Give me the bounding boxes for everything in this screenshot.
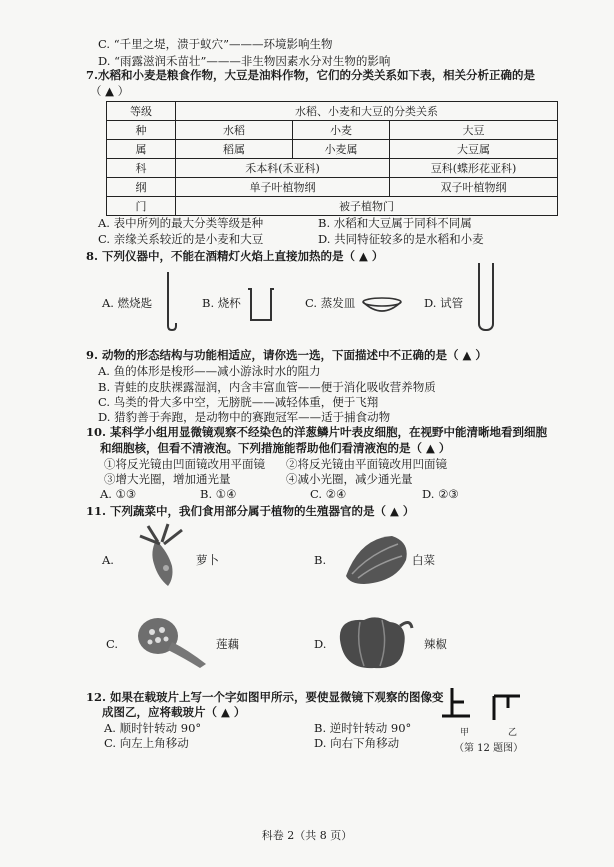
q12-stem-line1: 12. 如果在载玻片上写一个字如图甲所示，要使显微镜下观察的图像变 <box>86 690 444 704</box>
table-cell: 小麦属 <box>293 140 390 159</box>
q9-option-d: D. 猎豹善于奔跑，是动物中的赛跑冠军——适于捕食动物 <box>98 410 391 424</box>
q7-option-c: C. 亲缘关系较近的是小麦和大豆 <box>98 232 264 246</box>
table-cell: 稻属 <box>176 140 293 159</box>
combustion-spoon-icon <box>162 270 182 332</box>
q8-option-b: B. 烧杯 <box>202 296 241 310</box>
prev-option-c: C. “千里之堤，溃于蚁穴”———环境影响生物 <box>98 37 333 51</box>
q10-statement-3: ③增大光圈，增加通光量 <box>104 472 231 486</box>
q12-option-c: C. 向左上角移动 <box>104 736 189 750</box>
table-cell: 水稻 <box>176 121 293 140</box>
q12-option-a: A. 顺时针转动 90° <box>104 721 202 735</box>
table-cell: 双子叶植物纲 <box>390 178 558 197</box>
q12-figure-label-yi: 乙 <box>508 728 518 738</box>
q8-stem: 8. 下列仪器中，不能在酒精灯火焰上直接加热的是（ ▲ ） <box>86 249 384 263</box>
q10-statement-4: ④减小光圈，减少通光量 <box>286 472 413 486</box>
q7-answer-mark: （ ▲ ） <box>90 84 130 98</box>
q9-option-a: A. 鱼的体形是梭形——减小游泳时水的阻力 <box>98 364 321 378</box>
radish-image <box>128 522 200 592</box>
lotus-root-image <box>122 606 212 672</box>
q11-option-a-letter: A. <box>102 553 114 567</box>
q12-option-d: D. 向右下角移动 <box>314 736 400 750</box>
q7-stem: 7.水稻和小麦是粮食作物，大豆是油料作物，它们的分类关系如下表，相关分析正确的是 <box>86 68 536 82</box>
q12-figure-caption: （第 12 题图） <box>454 743 524 754</box>
beaker-icon <box>246 286 276 324</box>
q10-stem-line2: 和细胞核，但看不清液泡。下列措施能帮助他们看清液泡的是（ ▲ ） <box>100 441 451 455</box>
prev-option-d: D. “雨露滋润禾苗壮”———非生物因素水分对生物的影响 <box>98 54 391 68</box>
q9-option-c: C. 鸟类的骨大多中空，无膀胱——减轻体重，便于飞翔 <box>98 395 379 409</box>
evaporating-dish-icon <box>360 296 404 316</box>
table-cell: 禾本科(禾亚科) <box>176 159 390 178</box>
q11-option-d-letter: D. <box>314 637 327 651</box>
table-row <box>107 121 558 140</box>
table-cell: 小麦 <box>293 121 390 140</box>
q10-statement-1: ①将反光镜由凹面镜改用平面镜 <box>104 457 265 471</box>
q10-option-d: D. ②③ <box>422 487 459 501</box>
q9-option-b: B. 青蛙的皮肤裸露湿润，内含丰富血管——便于消化吸收营养物质 <box>98 380 436 394</box>
test-tube-icon <box>478 263 494 331</box>
table-cell: 被子植物门 <box>176 197 558 216</box>
page-footer: 科卷 2（共 8 页） <box>261 829 353 842</box>
table-cell: 科 <box>107 159 176 178</box>
classification-table <box>106 101 558 216</box>
q10-stem-line1: 10. 某科学小组用显微镜观察不经染色的洋葱鳞片叶表皮细胞，在视野中能清晰地看到细胞 <box>86 425 548 439</box>
q11-stem: 11. 下列蔬菜中，我们食用部分属于植物的生殖器官的是（ ▲ ） <box>86 504 415 518</box>
q8-option-a: A. 燃烧匙 <box>102 296 153 310</box>
q11-option-d-name: 辣椒 <box>424 637 447 651</box>
q8-option-c: C. 蒸发皿 <box>305 296 356 310</box>
q10-option-a: A. ①③ <box>100 487 137 501</box>
q11-option-a-name: 萝卜 <box>196 553 219 567</box>
q8-option-d: D. 试管 <box>424 296 464 310</box>
q7-option-b: B. 水稻和大豆属于同科不同属 <box>318 216 472 230</box>
table-cell: 大豆 <box>390 121 558 140</box>
q11-option-c-name: 莲藕 <box>216 637 239 651</box>
q10-statement-2: ②将反光镜由平面镜改用凹面镜 <box>286 457 447 471</box>
cabbage-image <box>340 530 412 588</box>
table-row <box>107 159 558 178</box>
table-cell: 种 <box>107 121 176 140</box>
q9-stem: 9. 动物的形态结构与功能相适应，请你选一选，下面描述中不正确的是（ ▲ ） <box>86 348 487 362</box>
table-cell: 大豆属 <box>390 140 558 159</box>
q11-option-c-letter: C. <box>106 637 119 651</box>
table-cell: 单子叶植物纲 <box>176 178 390 197</box>
table-cell: 门 <box>107 197 176 216</box>
q12-figure-characters <box>440 684 524 726</box>
table-row <box>107 140 558 159</box>
q12-stem-line2: 成图乙，应将载玻片（ ▲ ） <box>102 705 246 719</box>
table-cell: 属 <box>107 140 176 159</box>
q12-option-b: B. 逆时针转动 90° <box>314 721 412 735</box>
q10-option-b: B. ①④ <box>200 487 237 501</box>
q12-figure-label-jia: 甲 <box>460 728 470 738</box>
q7-option-d: D. 共同特征较多的是水稻和小麦 <box>318 232 484 246</box>
table-cell: 纲 <box>107 178 176 197</box>
table-row <box>107 197 558 216</box>
q11-option-b-name: 白菜 <box>412 553 435 567</box>
table-header-level: 等级 <box>107 102 176 121</box>
table-row <box>107 178 558 197</box>
q11-option-b-letter: B. <box>314 553 327 567</box>
bell-pepper-image <box>330 610 414 674</box>
q7-option-a: A. 表中所列的最大分类等级是种 <box>98 216 264 230</box>
table-header-title: 水稻、小麦和大豆的分类关系 <box>176 102 558 121</box>
q10-option-c: C. ②④ <box>310 487 347 501</box>
table-cell: 豆科(蝶形花亚科) <box>390 159 558 178</box>
